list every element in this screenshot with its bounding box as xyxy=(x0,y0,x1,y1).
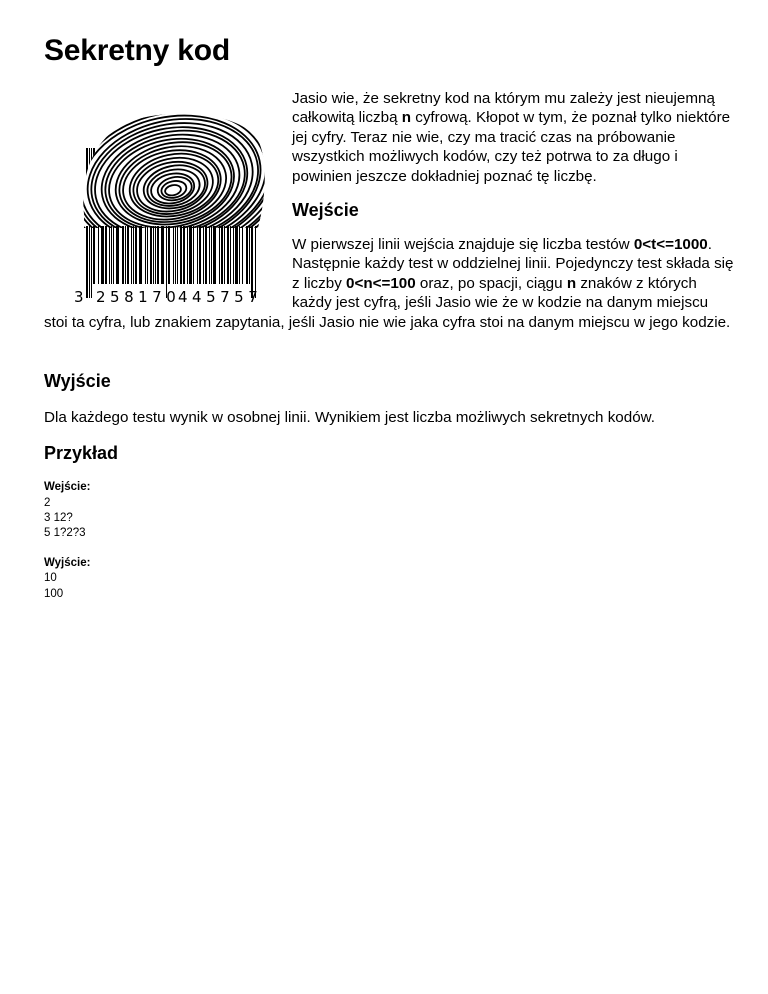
variable-n: n xyxy=(401,109,412,127)
input-paragraph: W pierwszej linii wejścia znajduje się liczba testów 0<t<=1000. Następnie każdy test w oddzielnej linii. Pojedynczy test składa się z liczby 0<n<=100 oraz, po spacji, ciągu n znaków z których każdy jest cyfrą, jeśli Jasio wie że w kodzie na danym miejscu stoi ta cyfra, lub znakiem zapytania, jeśli Jasio nie wie jaka cyfra stoi na danym miejscu w jego kodzie. xyxy=(44,236,734,331)
n-range: 0<n<=100 xyxy=(346,274,416,292)
example-input-line: 3 12? xyxy=(44,511,73,524)
example-output-label: Wyjście: xyxy=(44,557,91,570)
barcode-left-digits: 258170 xyxy=(96,288,181,306)
example-heading: Przykład xyxy=(44,443,119,464)
barcode-right-digits: 445757 xyxy=(178,288,263,306)
variable-n: n xyxy=(566,274,577,292)
input-heading: Wejście xyxy=(292,200,359,221)
output-heading: Wyjście xyxy=(44,371,111,391)
intro-paragraph: Jasio wie, że sekretny kod na którym mu zależy jest nieujemną całkowitą liczbą n cyfrową. Kłopot w tym, że poznał tylko niektóre jej cyfry. Teraz nie wie, czy ma tracić czas na próbowanie wszystkich możliwych kodów, czy też potrwa to za długo i powinien jeszcze dokładniej poznać tę liczbę. xyxy=(292,90,731,185)
example-input-line: 2 xyxy=(44,496,51,509)
barcode-first-digit: 3 xyxy=(74,288,84,306)
t-range: 0<t<=1000 xyxy=(633,236,708,254)
output-paragraph: Dla każdego testu wynik w osobnej linii. Wynikiem jest liczba możliwych sekretnych kodów. xyxy=(44,409,655,426)
lower-sections xyxy=(44,370,734,602)
example-output-line: 10 xyxy=(44,572,57,585)
example-input-label: Wejście: xyxy=(44,481,91,494)
example-input-line: 5 1?2?3 xyxy=(44,527,86,540)
example-block xyxy=(44,480,734,601)
example-output-line: 100 xyxy=(44,587,64,600)
page-title: Sekretny kod xyxy=(44,34,231,67)
problem-text-flow xyxy=(44,89,734,332)
